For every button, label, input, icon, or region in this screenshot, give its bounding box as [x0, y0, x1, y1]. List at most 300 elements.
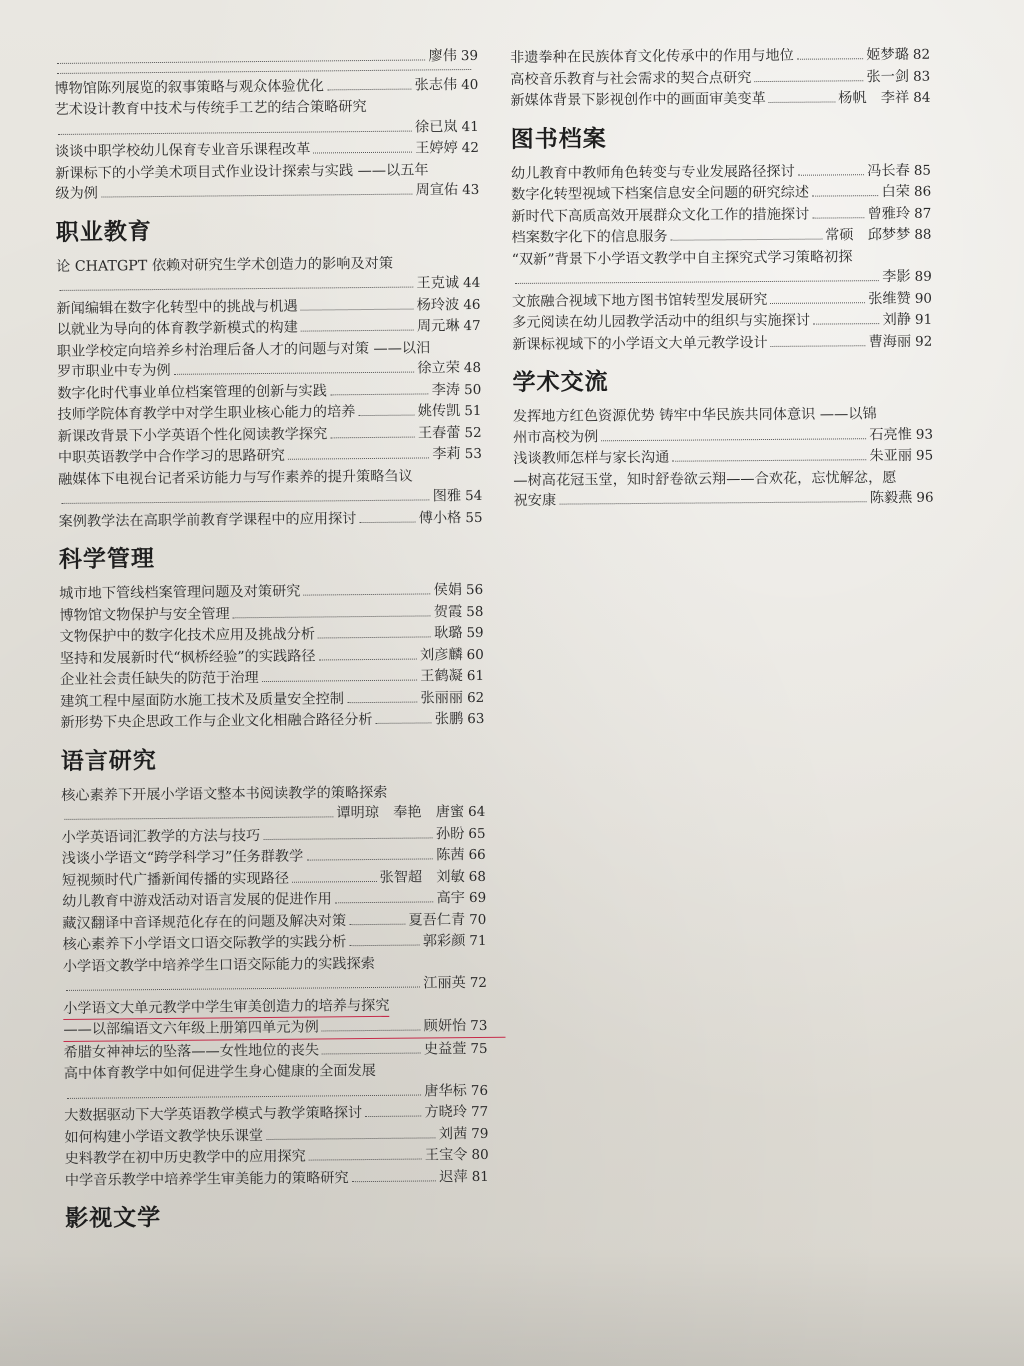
entry-line: [55, 138, 479, 163]
dot-leader: [358, 414, 414, 417]
entry-title: 多元阅读在幼儿园教学活动中的组织与实施探讨: [512, 312, 811, 331]
entry-line: [56, 273, 480, 298]
entry-page-number: 71: [469, 932, 487, 950]
toc-entry[interactable]: [57, 401, 481, 426]
entry-line: [61, 823, 485, 848]
entry-author: 张维赞: [868, 290, 911, 307]
page-shadow: [0, 1246, 1024, 1366]
dot-leader: [301, 329, 414, 332]
dot-leader: [671, 238, 823, 241]
entry-author: 图雅: [432, 488, 462, 505]
entry-author: 孙盼: [435, 825, 465, 842]
entry-title: 新形势下央企思政工作与企业文化相融合路径分析: [60, 711, 373, 731]
toc-entry[interactable]: [56, 294, 480, 319]
entry-page-number: 77: [470, 1103, 489, 1121]
dot-leader: [66, 986, 420, 991]
toc-entry[interactable]: [62, 866, 486, 891]
toc-entry[interactable]: [512, 288, 932, 312]
entry-title: 非遗拳种在民族体育文化传承中的作用与地位: [510, 47, 794, 66]
section-heading: 科学管理: [58, 546, 156, 573]
toc-entry[interactable]: [56, 252, 480, 297]
dot-leader: [359, 520, 415, 523]
entry-author: 陈毅燕: [869, 489, 913, 507]
entry-line: [59, 601, 483, 626]
entry-line: [62, 888, 486, 913]
entry-line: [63, 1016, 505, 1042]
entry-title: 文物保护中的数字化技术应用及挑战分析: [59, 626, 316, 645]
entry-title-text: 发挥地方红色资源优势 铸牢中华民族共同体意识 ——以锦: [512, 406, 877, 425]
entry-title: 短视频时代广播新闻传播的实现路径: [61, 870, 290, 889]
entry-line: [60, 666, 484, 691]
entry-page-number: 69: [468, 889, 487, 907]
entry-page-number: 62: [466, 689, 485, 706]
entry-author: 石亮惟: [869, 426, 912, 443]
toc-entry[interactable]: [60, 687, 484, 712]
entry-line: [60, 687, 484, 712]
entry-author: 王春蕾: [417, 424, 461, 442]
entry-line: [511, 160, 931, 184]
entry-title-text: “双新”背景下小学语文教学中自主探究式学习策略初探: [511, 248, 853, 268]
dot-leader: [365, 1115, 421, 1118]
entry-page-number: 46: [463, 296, 481, 313]
entry-author: 徐已岚: [414, 118, 458, 136]
toc-entry[interactable]: [62, 888, 486, 913]
entry-page-number: 66: [468, 846, 486, 864]
entry-author: 杨玲波: [416, 296, 460, 314]
entry-author: 夏吾仁青: [408, 911, 466, 929]
entry-line: [512, 267, 932, 291]
entry-line: [54, 46, 478, 71]
toc-entry[interactable]: [63, 952, 487, 997]
dot-leader: [233, 614, 431, 618]
entry-line: [65, 1166, 489, 1191]
entry-line: [58, 486, 482, 511]
toc-entry[interactable]: [61, 823, 485, 848]
entry-author: 史益萱: [423, 1040, 467, 1057]
entry-title: 浅谈教师怎样与家长沟通: [513, 449, 670, 467]
entry-title: 中职英语教学中合作学习的思路研究: [57, 447, 285, 466]
entry-title: 新课改背景下小学英语个性化阅读教学探究: [57, 425, 328, 445]
entry-author: 方晓玲: [424, 1104, 468, 1121]
dot-leader: [58, 129, 412, 134]
entry-line: [513, 446, 933, 470]
entry-line: [64, 1123, 488, 1148]
entry-author: 耿璐: [433, 625, 463, 642]
entry-author: 张一剑: [866, 68, 910, 85]
entry-page-number: 64: [468, 803, 486, 821]
toc-entry[interactable]: [57, 379, 481, 404]
entry-author: 陈茜: [436, 847, 465, 864]
entry-page-number: 70: [469, 911, 487, 928]
entry-line: [510, 45, 930, 69]
toc-entry[interactable]: [512, 331, 932, 355]
entry-page-number: 63: [467, 710, 485, 728]
entry-title: 新闻编辑在数字化转型中的挑战与机遇: [56, 298, 298, 317]
dot-leader: [57, 58, 425, 64]
dot-leader: [813, 322, 879, 325]
dot-leader: [64, 815, 333, 820]
toc-entry[interactable]: [58, 444, 482, 469]
entry-line: [510, 66, 930, 90]
dot-leader: [347, 700, 417, 703]
toc-entry[interactable]: [513, 446, 933, 470]
entry-line: [63, 973, 487, 998]
entry-page-number: 93: [915, 426, 934, 443]
entry-line: [65, 1145, 489, 1170]
entry-title: 案例教学法在高职学前教育学课程中的应用探讨: [58, 510, 357, 530]
section-heading: 职业教育: [55, 218, 152, 246]
entry-author: 徐立荣: [417, 360, 460, 377]
entry-title: 希腊女神神坛的坠落——女性地位的丧失: [63, 1042, 320, 1061]
entry-page-number: 51: [464, 402, 482, 420]
dot-leader: [101, 193, 413, 198]
dot-leader: [301, 307, 414, 310]
dot-leader: [798, 173, 864, 176]
entry-line: [511, 182, 931, 206]
entry-author: 姬梦璐: [866, 46, 909, 64]
entry-line: [60, 709, 484, 734]
entry-title: 级为例: [55, 185, 99, 202]
entry-line: [60, 623, 484, 648]
entry-line: [62, 909, 486, 934]
section-heading: 语言研究: [60, 747, 157, 775]
dot-leader: [61, 498, 429, 504]
toc-entry[interactable]: [60, 644, 484, 669]
entry-line: [54, 74, 478, 99]
toc-entry[interactable]: [58, 422, 482, 447]
entry-page-number: 56: [465, 581, 484, 599]
entry-author: 张志伟: [414, 76, 458, 94]
dot-leader: [754, 79, 863, 82]
section-heading: 图书档案: [510, 125, 607, 153]
toc-entry[interactable]: [61, 781, 485, 826]
toc-entry[interactable]: [62, 845, 486, 870]
entry-line: [62, 931, 486, 956]
entry-title-text: 艺术设计教育中技术与传统手工艺的结合策略研究: [54, 99, 367, 118]
toc-entry[interactable]: [59, 580, 483, 605]
entry-page-number: 75: [470, 1040, 488, 1057]
entry-title: 幼儿教育中游戏活动对语言发展的促进作用: [62, 891, 332, 910]
entry-line: [58, 507, 482, 532]
entry-author: 唐华标: [424, 1082, 467, 1099]
toc-entry[interactable]: [64, 1038, 488, 1063]
entry-page-number: 60: [466, 646, 484, 663]
entry-author: 张丽丽: [420, 689, 464, 707]
dot-leader: [601, 437, 866, 441]
entry-author: 贺霞: [433, 603, 463, 620]
toc-entry[interactable]: [62, 931, 486, 956]
entry-title: 高校音乐教育与社会需求的契合点研究: [510, 69, 752, 88]
toc-left-column: [54, 46, 489, 1243]
entry-author: 张鹏: [434, 711, 464, 728]
toc-right-column: [510, 45, 934, 513]
entry-page-number: 41: [461, 118, 479, 135]
entry-line: [57, 358, 481, 383]
section-heading: 影视文学: [65, 1205, 162, 1232]
dot-leader: [352, 1179, 437, 1182]
entry-page-number: 52: [464, 424, 482, 441]
entry-title: 城市地下管线档案管理问题及对策研究: [59, 583, 301, 602]
entry-page-number: 61: [466, 667, 485, 685]
entry-page-number: 85: [913, 162, 932, 179]
entry-line: [64, 1102, 488, 1127]
entry-page-number: 79: [471, 1125, 489, 1142]
entry-title: 小学英语词汇教学的方法与技巧: [61, 827, 261, 846]
toc-entry[interactable]: [511, 225, 931, 249]
toc-entry[interactable]: [65, 1145, 489, 1170]
dot-leader: [812, 194, 878, 197]
entry-page-number: 44: [462, 274, 481, 292]
entry-line: [64, 1080, 488, 1105]
entry-author: 常硕 邱梦梦: [825, 226, 911, 244]
toc-entry[interactable]: [511, 160, 931, 184]
dot-leader: [174, 371, 415, 375]
entry-author: 刘茜: [438, 1125, 468, 1142]
entry-page-number: 76: [470, 1082, 489, 1099]
entry-page-number: 95: [915, 447, 934, 464]
entry-title: 以就业为导向的体育教学新模式的构建: [56, 319, 298, 338]
dot-leader: [288, 456, 429, 459]
entry-author: 高宇: [436, 890, 466, 907]
entry-page-number: 43: [462, 181, 480, 199]
entry-title: 新时代下高质高效开展群众文化工作的措施探讨: [511, 206, 810, 225]
dot-leader: [266, 1136, 436, 1140]
toc-entry[interactable]: [55, 159, 479, 204]
entry-page-number: 73: [470, 1017, 488, 1035]
entry-page-number: 40: [461, 76, 479, 93]
entry-author: 郭彩颜: [422, 933, 466, 950]
entry-author: 杨帆 李祥: [838, 89, 910, 107]
dot-leader: [306, 857, 433, 860]
entry-page-number: 90: [914, 290, 933, 307]
entry-page-number: 58: [466, 603, 484, 620]
dot-leader: [769, 100, 835, 103]
entry-title: 新课标视域下的小学语文大单元教学设计: [512, 334, 768, 353]
toc-entry[interactable]: [511, 182, 931, 206]
dot-leader: [322, 1029, 421, 1032]
toc-entry[interactable]: [65, 1166, 489, 1191]
entry-line: [58, 422, 482, 447]
entry-line: [61, 802, 485, 827]
toc-entry[interactable]: [62, 909, 486, 934]
entry-title: 如何构建小学语文教学快乐课堂: [64, 1127, 264, 1146]
entry-title-text: 核心素养下开展小学语文整本书阅读教学的策略探索: [61, 784, 388, 804]
entry-author: 谭明琼 奉艳 唐蜜: [336, 804, 465, 822]
toc-entry[interactable]: [60, 709, 484, 734]
entry-page-number: 48: [463, 359, 482, 377]
entry-title: 幼儿教育中教师角色转变与专业发展路径探讨: [510, 163, 795, 182]
toc-entry[interactable]: [54, 74, 478, 99]
entry-title: 数字化时代事业单位档案管理的创新与实践: [57, 382, 327, 402]
entry-title-text: 高中体育教学中如何促进学生身心健康的全面发展: [63, 1062, 377, 1082]
entry-page-number: 96: [916, 489, 934, 506]
entry-line: [62, 866, 486, 891]
entry-author: 顾妍怡: [423, 1018, 467, 1035]
toc-entry[interactable]: [58, 465, 482, 510]
entry-title: 企业社会责任缺失的防范于治理: [59, 670, 259, 688]
dot-leader: [262, 679, 418, 682]
dot-leader: [327, 87, 412, 90]
toc-entry[interactable]: [513, 404, 933, 448]
entry-page-number: 84: [913, 89, 931, 106]
entry-page-number: 91: [914, 311, 933, 328]
entry-title: 坚持和发展新时代“枫桥经验”的实践路径: [59, 648, 316, 667]
toc-entry[interactable]: [512, 310, 932, 334]
entry-page-number: 83: [912, 68, 931, 85]
toc-entry[interactable]: [512, 246, 932, 290]
entry-title: 文旅融合视域下地方图书馆转型发展研究: [511, 291, 768, 310]
entry-line: [57, 401, 481, 426]
entry-title: 祝安康: [513, 492, 557, 509]
entry-title: 州市高校为例: [512, 428, 599, 446]
entry-page-number: 42: [461, 139, 480, 157]
entry-title: 新媒体背景下影视创作中的画面审美变革: [510, 90, 766, 109]
entry-line: [57, 379, 481, 404]
toc-entry[interactable]: [511, 203, 931, 227]
entry-author: 迟萍: [439, 1168, 468, 1185]
toc-entry[interactable]: [64, 1060, 488, 1105]
entry-author: 侯娟: [433, 582, 463, 599]
toc-entry[interactable]: [59, 601, 483, 626]
entry-author: 江丽英: [423, 975, 466, 992]
entry-author: 姚传凯: [417, 403, 461, 420]
entry-page-number: 81: [471, 1168, 489, 1185]
entry-page-number: 54: [465, 487, 483, 505]
entry-author: 傅小格: [418, 509, 462, 527]
entry-page-number: 50: [464, 381, 482, 398]
entry-page-number: 68: [468, 868, 487, 885]
entry-line: [510, 88, 930, 112]
entry-line: [512, 310, 932, 334]
entry-title: ——以部编语文六年级上册第四单元为例: [63, 1019, 319, 1038]
entry-author: 廖伟: [428, 48, 457, 65]
entry-title-text: 小学语文教学中培养学生口语交际能力的实践探索: [62, 955, 376, 975]
entry-title: 大数据驱动下大学英语教学模式与教学策略探讨: [64, 1105, 363, 1124]
entry-title-text: 小学语文大单元教学中学生审美创造力的培养与探究: [63, 995, 390, 1020]
entry-author: 张智超 刘敏: [379, 868, 465, 886]
toc-entry[interactable]: [510, 88, 930, 112]
toc-entry[interactable]: [63, 994, 487, 1041]
entry-line: [512, 288, 932, 312]
entry-line: [511, 225, 931, 249]
toc-entry[interactable]: [58, 507, 482, 532]
entry-author: 王宝令: [424, 1147, 468, 1164]
entry-page-number: 88: [914, 226, 932, 243]
entry-page-number: 80: [471, 1146, 489, 1164]
entry-title: 核心素养下小学语文口语交际教学的实践分析: [62, 934, 347, 953]
entry-page-number: 65: [468, 825, 486, 842]
dot-leader: [263, 836, 433, 840]
entry-author: 周宣佑: [415, 182, 459, 199]
dot-leader: [349, 922, 405, 925]
entry-author: 朱亚丽: [869, 447, 913, 465]
entry-line: [55, 116, 479, 141]
dot-leader: [771, 344, 866, 347]
entry-line: [512, 331, 932, 355]
entry-title: 中学音乐教学中培养学生审美能力的策略研究: [64, 1169, 349, 1189]
dot-leader: [313, 151, 412, 154]
entry-page-number: 39: [460, 47, 479, 65]
toc-entry[interactable]: [60, 666, 484, 691]
entry-line: [58, 444, 482, 469]
entry-author: 曹海丽: [868, 333, 912, 350]
entry-title: 藏汉翻译中音译规范化存在的问题及解决对策: [62, 912, 347, 932]
entry-author: 冯长春: [867, 162, 910, 179]
dot-leader: [672, 458, 866, 462]
entry-page-number: 87: [914, 205, 932, 222]
toc-entry[interactable]: [54, 96, 478, 141]
entry-page-number: 55: [465, 509, 483, 526]
toc-entry[interactable]: [57, 316, 481, 341]
entry-title: 谈谈中职学校幼儿保育专业音乐课程改革: [54, 141, 311, 160]
entry-line: [59, 580, 483, 605]
toc-entry[interactable]: [64, 1102, 488, 1127]
dot-leader: [376, 721, 432, 724]
entry-title: 档案数字化下的信息服务: [511, 228, 668, 246]
entry-author: 白荣: [881, 183, 911, 201]
dot-leader: [349, 944, 419, 947]
entry-page-number: 47: [463, 317, 481, 335]
dot-leader: [292, 879, 377, 882]
entry-title-text: 融媒体下电视台记者采访能力与写作素养的提升策略刍议: [58, 468, 413, 488]
entry-author: 刘静: [882, 311, 912, 329]
dot-leader: [59, 286, 413, 291]
entry-title-text: 论 CHATGPT 依赖对研究生学术创造力的影响及对策: [56, 255, 394, 275]
entry-author: 李涛: [431, 381, 461, 398]
entry-page-number: 59: [466, 624, 484, 642]
entry-line: [513, 424, 933, 448]
dot-leader: [318, 635, 431, 638]
toc-entry[interactable]: [60, 623, 484, 648]
entry-title: 建筑工程中屋面防水施工技术及质量安全控制: [60, 690, 345, 710]
dot-leader: [515, 279, 879, 284]
toc-entry[interactable]: [510, 45, 930, 69]
entry-author: 王鹤凝: [420, 668, 463, 685]
dot-leader: [330, 435, 415, 438]
entry-title: 博物馆文物保护与安全管理: [59, 605, 230, 624]
entry-title: 史料教学在初中历史教学中的应用探究: [64, 1148, 306, 1167]
toc-entry[interactable]: [510, 66, 930, 90]
dot-leader: [559, 500, 867, 504]
entry-page-number: 92: [915, 333, 933, 350]
dot-leader: [797, 57, 863, 60]
toc-entry[interactable]: [54, 46, 478, 71]
entry-line: [57, 316, 481, 341]
entry-title: 技师学院体育教学中对学生职业核心能力的培养: [57, 404, 356, 423]
dot-leader: [303, 592, 430, 595]
entry-title-text: 新课标下的小学美术项目式作业设计探索与实践 ——以五年: [55, 161, 429, 182]
toc-entry[interactable]: [513, 467, 933, 511]
dot-leader: [812, 216, 864, 218]
entry-page-number: 86: [913, 183, 932, 200]
entry-line: [62, 845, 486, 870]
toc-entry[interactable]: [64, 1123, 488, 1148]
entry-line: [60, 644, 484, 669]
dot-leader: [330, 392, 429, 395]
entry-line: [56, 294, 480, 319]
dot-leader: [335, 900, 434, 903]
entry-line: [55, 180, 479, 205]
dot-leader: [322, 1051, 421, 1054]
entry-page-number: 82: [912, 46, 931, 63]
entry-title: 浅谈小学语文“跨学科学习”任务群教学: [61, 848, 304, 867]
toc-entry[interactable]: [57, 337, 481, 382]
dot-leader: [319, 657, 418, 660]
section-heading: 学术交流: [512, 369, 609, 396]
entry-author: 王克诚: [416, 275, 460, 292]
entry-page-number: 72: [469, 974, 488, 992]
toc-entry[interactable]: [55, 138, 479, 163]
